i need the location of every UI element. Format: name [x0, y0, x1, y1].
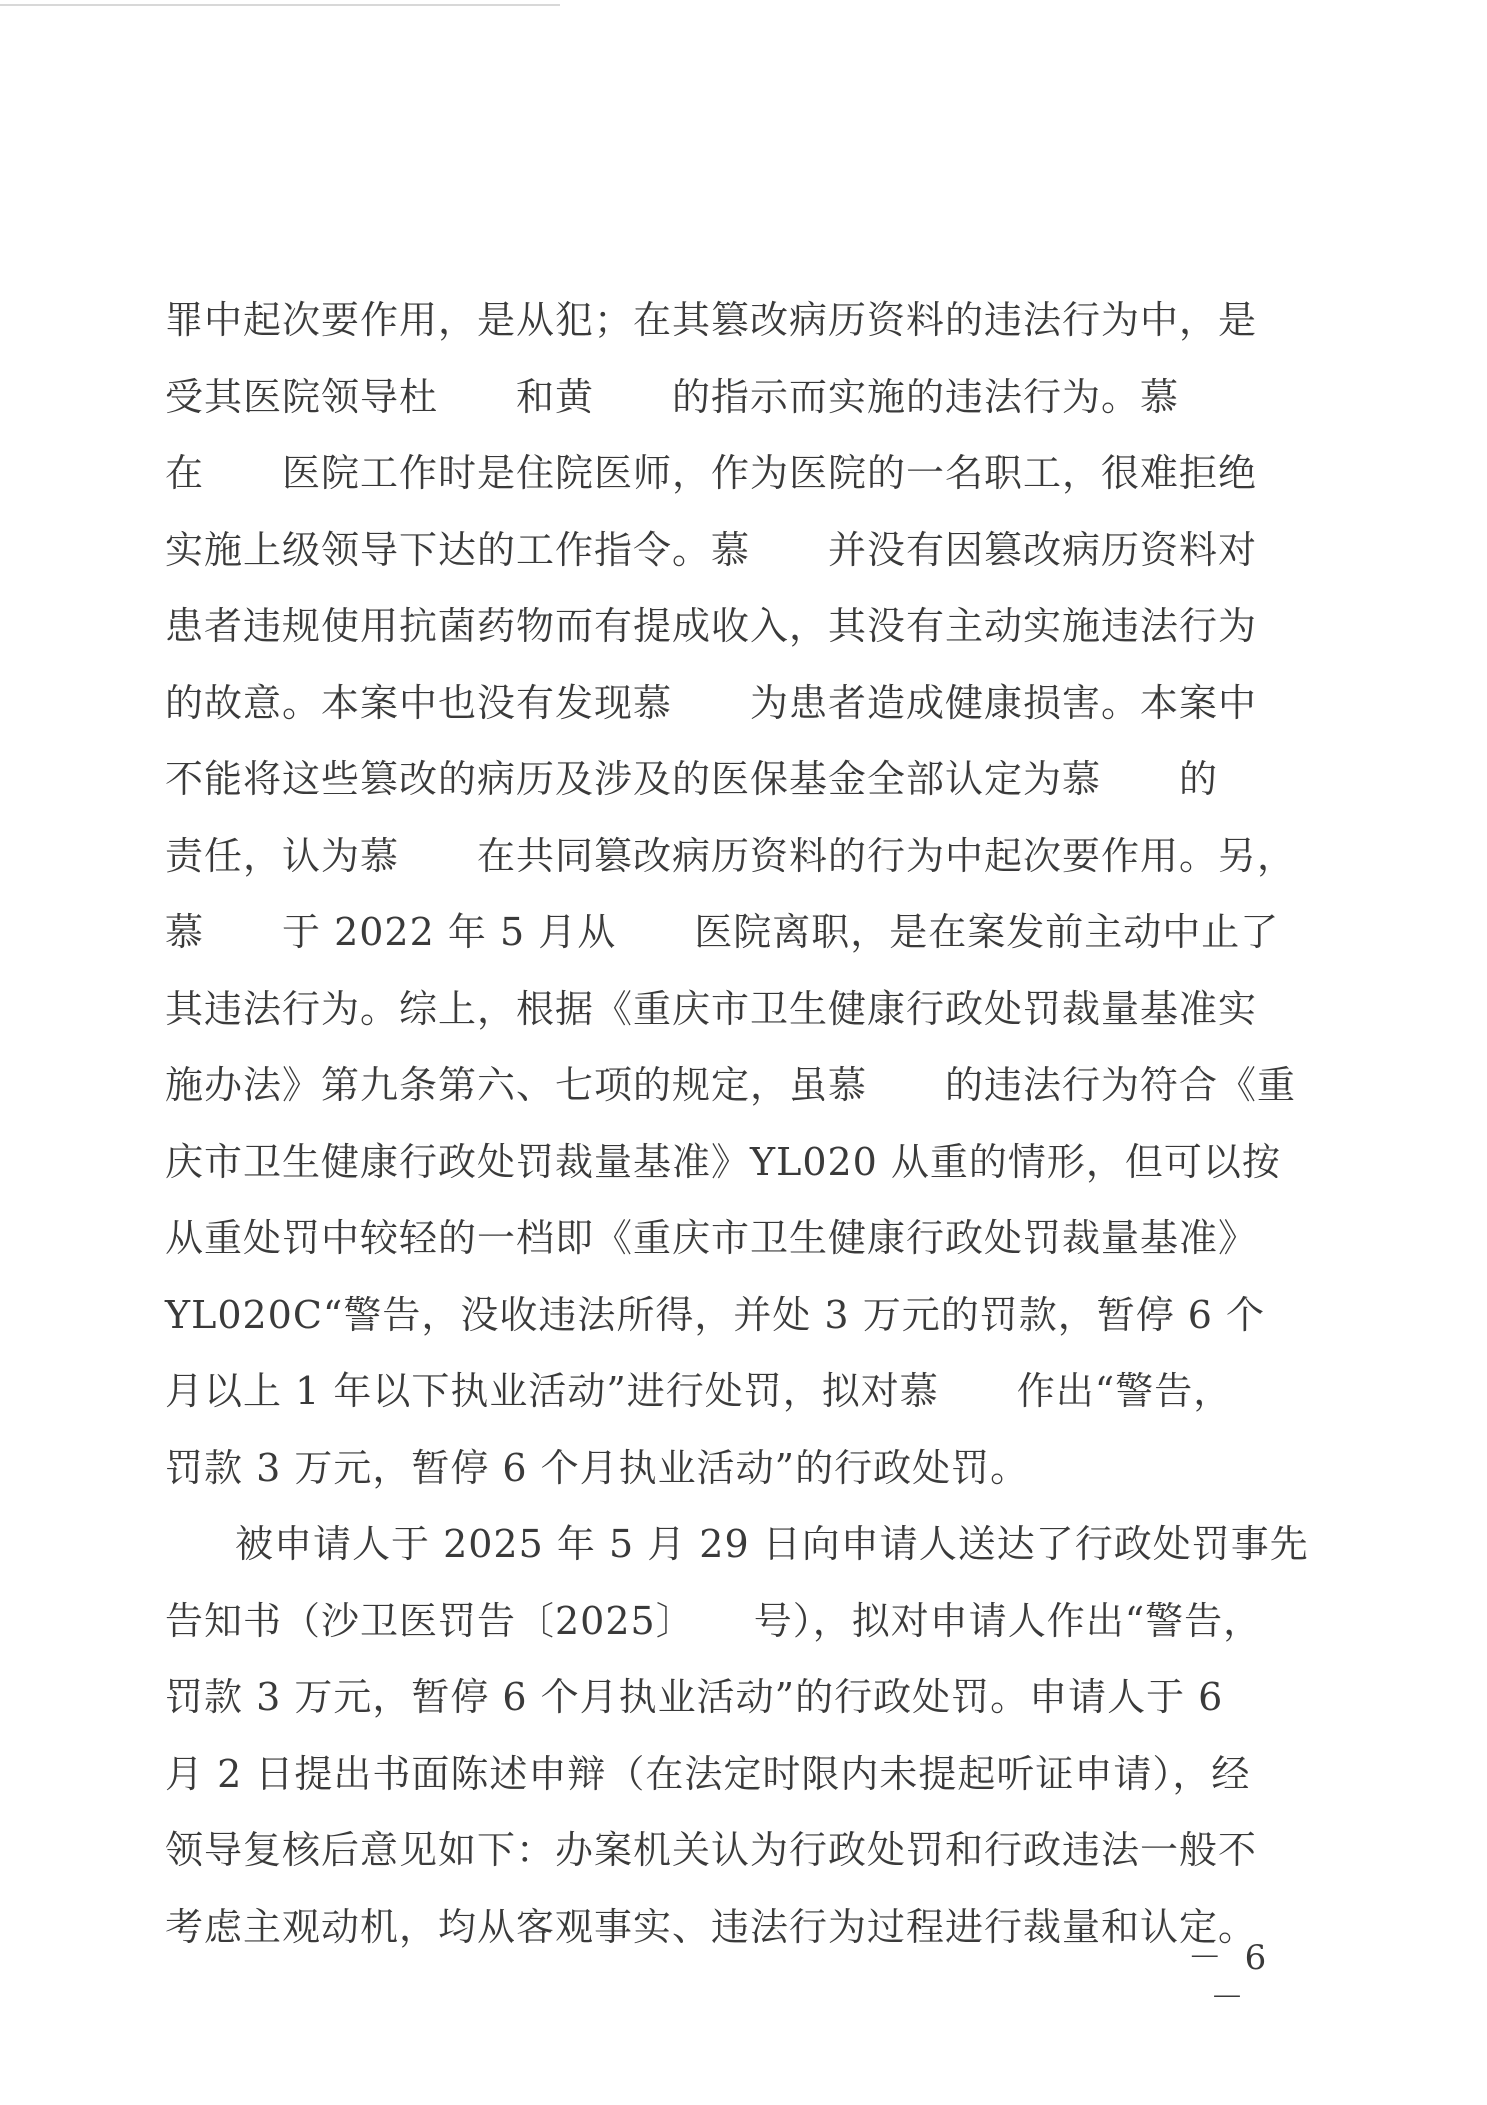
text-line: 患者违规使用抗菌药物而有提成收入，其没有主动实施违法行为 — [165, 604, 1258, 648]
text-line: YL020C“警告，没收违法所得，并处 3 万元的罚款，暂停 6 个 — [165, 1292, 1266, 1337]
text-line: 不能将这些篡改的病历及涉及的医保基金全部认定为慕 的 — [165, 757, 1219, 801]
text-line: 慕 于 2022 年 5 月从 医院离职，是在案发前主动中止了 — [165, 910, 1280, 954]
text-line: 的故意。本案中也没有发现慕 为患者造成健康损害。本案中 — [165, 680, 1258, 725]
text-line: 考虑主观动机，均从客观事实、违法行为过程进行裁量和认定。 — [165, 1904, 1258, 1949]
text-line: 实施上级领导下达的工作指令。慕 并没有因篡改病历资料对 — [165, 527, 1258, 572]
page-number: － 6 － — [1187, 1938, 1273, 2018]
paragraph-first-line: 被申请人于 2025 年 5 月 29 日向申请人送达了行政处罚事先 — [235, 1522, 1309, 1566]
text-line: 庆市卫生健康行政处罚裁量基准》YL020 从重的情形，但可以按 — [165, 1139, 1281, 1184]
text-line: 月以上 1 年以下执业活动”进行处罚，拟对慕 作出“警告， — [165, 1369, 1233, 1413]
text-line: 从重处罚中较轻的一档即《重庆市卫生健康行政处罚裁量基准》 — [165, 1216, 1258, 1260]
text-line: 领导复核后意见如下：办案机关认为行政处罚和行政违法一般不 — [165, 1828, 1258, 1872]
text-line: 受其医院领导杜 和黄 的指示而实施的违法行为。慕 — [165, 374, 1180, 419]
text-line: 其违法行为。综上，根据《重庆市卫生健康行政处罚裁量基准实 — [165, 986, 1258, 1031]
text-line: 罪中起次要作用，是从犯；在其篡改病历资料的违法行为中，是 — [165, 298, 1258, 342]
text-line: 在 医院工作时是住院医师，作为医院的一名职工，很难拒绝 — [165, 451, 1258, 495]
text-line: 月 2 日提出书面陈述申辩（在法定时限内未提起听证申请），经 — [165, 1751, 1251, 1796]
text-line: 罚款 3 万元，暂停 6 个月执业活动”的行政处罚。 — [165, 1445, 1030, 1490]
document-body — [165, 282, 1309, 1965]
text-line: 罚款 3 万元，暂停 6 个月执业活动”的行政处罚。申请人于 6 — [165, 1675, 1224, 1719]
text-line: 责任，认为慕 在共同篡改病历资料的行为中起次要作用。另， — [165, 833, 1297, 878]
text-line: 告知书（沙卫医罚告〔2025〕 号），拟对申请人作出“警告， — [165, 1598, 1263, 1643]
text-line: 施办法》第九条第六、七项的规定，虽慕 的违法行为符合《重 — [165, 1063, 1297, 1107]
scan-edge-line — [0, 4, 560, 6]
